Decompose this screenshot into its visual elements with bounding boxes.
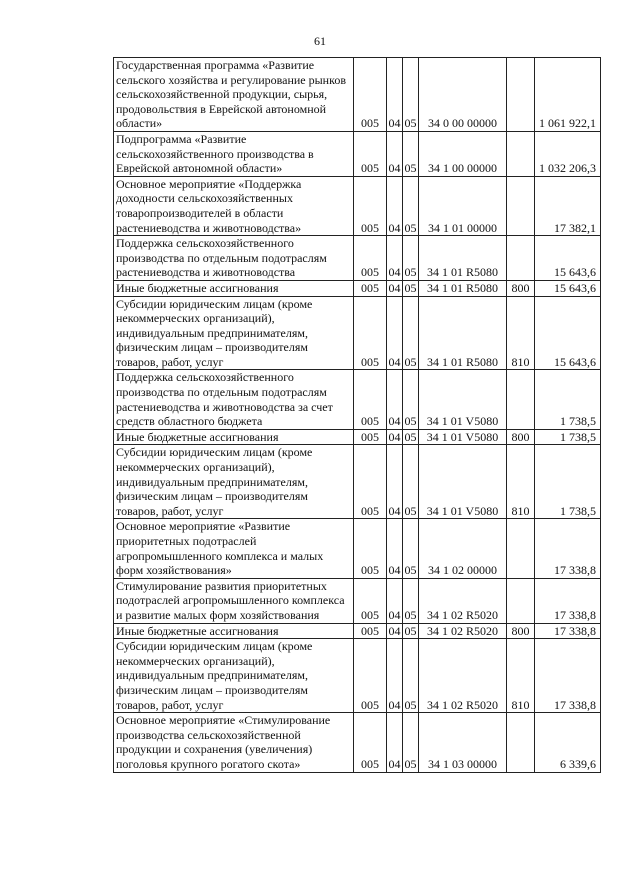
row-vr [507,58,535,132]
row-pr: 05 [404,280,417,295]
table-row [114,445,601,519]
table-row [114,280,601,296]
row-pr: 05 [403,131,419,176]
row-grbs: 005 [354,236,387,281]
table-row [114,236,601,281]
row-rz: 04 [387,296,403,370]
row-name: Государственная программа «Развитие сельского хозяйства и регулирование рынков сельскохозяйственной продукции, сырья, продовольствия в Еврейской автономной области» [114,58,354,132]
row-cs: 34 1 02 R5020 [419,578,507,623]
row-vr: 810 [507,445,535,519]
row-name: Стимулирование развития приоритетных подотраслей агропромышленного комплекса и развитие малых форм хозяйствования [114,578,354,623]
row-cs: 34 1 01 R5080 [419,296,507,370]
row-pr: 05 [403,176,419,235]
row-rz: 04 [387,713,403,772]
row-rz: 04 [388,623,401,638]
row-name: Субсидии юридическим лицам (кроме некоммерческих организаций), индивидуальным предпринимателям, физическим лицам – производителям товаров, работ, услуг [114,296,354,370]
table-row [114,713,601,772]
row-pr: 05 [403,578,419,623]
row-pr: 05 [404,429,417,444]
row-cs: 34 1 02 R5020 [419,639,507,713]
row-grbs: 005 [354,623,387,639]
table-row [114,370,601,429]
page-number: 61 [314,34,326,48]
row-vr: 800 [507,280,535,296]
row-cs: 34 1 01 V5080 [419,429,507,445]
row-pr: 05 [403,713,419,772]
row-name: Основное мероприятие «Развитие приоритетных подотраслей агропромышленного комплекса и малых форм хозяйствования» [114,519,354,578]
table-row [114,429,601,445]
row-rz: 04 [387,236,403,281]
row-sum: 1 032 206,3 [535,131,601,176]
row-rz: 04 [387,445,403,519]
row-grbs: 005 [354,429,387,445]
row-name: Иные бюджетные ассигнования [114,280,354,296]
row-name: Основное мероприятие «Поддержка доходности сельскохозяйственных товаропроизводителей в области растениеводства и животноводства» [114,176,354,235]
row-pr: 05 [403,370,419,429]
row-sum: 1 061 922,1 [535,58,601,132]
row-sum: 6 339,6 [535,713,601,772]
row-grbs: 005 [354,445,387,519]
row-grbs: 005 [354,58,387,132]
row-grbs: 005 [354,519,387,578]
row-vr: 810 [507,296,535,370]
row-grbs: 005 [354,370,387,429]
row-vr: 810 [507,639,535,713]
row-rz: 04 [387,639,403,713]
row-vr [507,131,535,176]
table-row [114,639,601,713]
row-cs: 34 1 00 00000 [419,131,507,176]
row-sum: 17 338,8 [535,639,601,713]
row-rz: 04 [387,578,403,623]
table-row [114,296,601,370]
row-rz: 04 [388,280,401,295]
row-grbs: 005 [354,713,387,772]
row-vr: 800 [507,623,535,639]
row-name: Подпрограмма «Развитие сельскохозяйственного производства в Еврейской автономной области» [114,131,354,176]
row-name: Поддержка сельскохозяйственного производства по отдельным подотраслям растениеводства и животноводства [114,236,354,281]
row-sum: 17 338,8 [535,578,601,623]
row-sum: 17 338,8 [535,519,601,578]
row-sum: 1 738,5 [535,445,601,519]
row-pr: 05 [403,519,419,578]
table-row [114,623,601,639]
table-row [114,519,601,578]
row-grbs: 005 [354,176,387,235]
row-name: Субсидии юридическим лицам (кроме некоммерческих организаций), индивидуальным предпринимателям, физическим лицам – производителям товаров, работ, услуг [114,639,354,713]
row-cs: 34 1 01 V5080 [419,370,507,429]
row-name: Субсидии юридическим лицам (кроме некоммерческих организаций), индивидуальным предпринимателям, физическим лицам – производителям товаров, работ, услуг [114,445,354,519]
row-vr: 800 [507,429,535,445]
row-sum: 15 643,6 [535,296,601,370]
row-sum: 1 738,5 [535,370,601,429]
row-pr: 05 [403,445,419,519]
row-pr: 05 [403,236,419,281]
row-cs: 34 1 01 00000 [419,176,507,235]
row-pr: 05 [403,639,419,713]
table-body [114,58,601,773]
row-pr: 05 [404,623,417,638]
row-sum: 17 382,1 [535,176,601,235]
row-sum: 1 738,5 [535,429,601,445]
row-pr: 05 [403,296,419,370]
row-cs: 34 1 01 V5080 [419,445,507,519]
row-rz: 04 [388,429,401,444]
row-cs: 34 1 03 00000 [419,713,507,772]
row-cs: 34 1 02 00000 [419,519,507,578]
row-grbs: 005 [354,280,387,296]
row-rz: 04 [387,519,403,578]
row-vr [507,519,535,578]
row-name: Иные бюджетные ассигнования [114,623,354,639]
row-vr [507,578,535,623]
row-vr [507,176,535,235]
row-cs: 34 1 02 R5020 [419,623,507,639]
row-cs: 34 1 01 R5080 [419,236,507,281]
table-row [114,58,601,132]
row-rz: 04 [387,58,403,132]
row-rz: 04 [387,176,403,235]
row-grbs: 005 [354,578,387,623]
row-grbs: 005 [354,131,387,176]
table-row [114,131,601,176]
row-sum: 17 338,8 [535,623,601,639]
budget-table [113,57,601,773]
table-row [114,578,601,623]
row-grbs: 005 [354,296,387,370]
row-name: Поддержка сельскохозяйственного производства по отдельным подотраслям растениеводства и животноводства за счет средств областного бюджета [114,370,354,429]
row-rz: 04 [387,370,403,429]
table-row [114,176,601,235]
row-pr: 05 [403,58,419,132]
row-rz: 04 [387,131,403,176]
row-vr [507,370,535,429]
row-name: Основное мероприятие «Стимулирование производства сельскохозяйственной продукции и сохранения (увеличения) поголовья крупного рогатого скота» [114,713,354,772]
row-name: Иные бюджетные ассигнования [114,429,354,445]
row-vr [507,236,535,281]
row-sum: 15 643,6 [535,280,601,296]
row-grbs: 005 [354,639,387,713]
row-cs: 34 1 01 R5080 [419,280,507,296]
row-cs: 34 0 00 00000 [419,58,507,132]
row-vr [507,713,535,772]
row-sum: 15 643,6 [535,236,601,281]
